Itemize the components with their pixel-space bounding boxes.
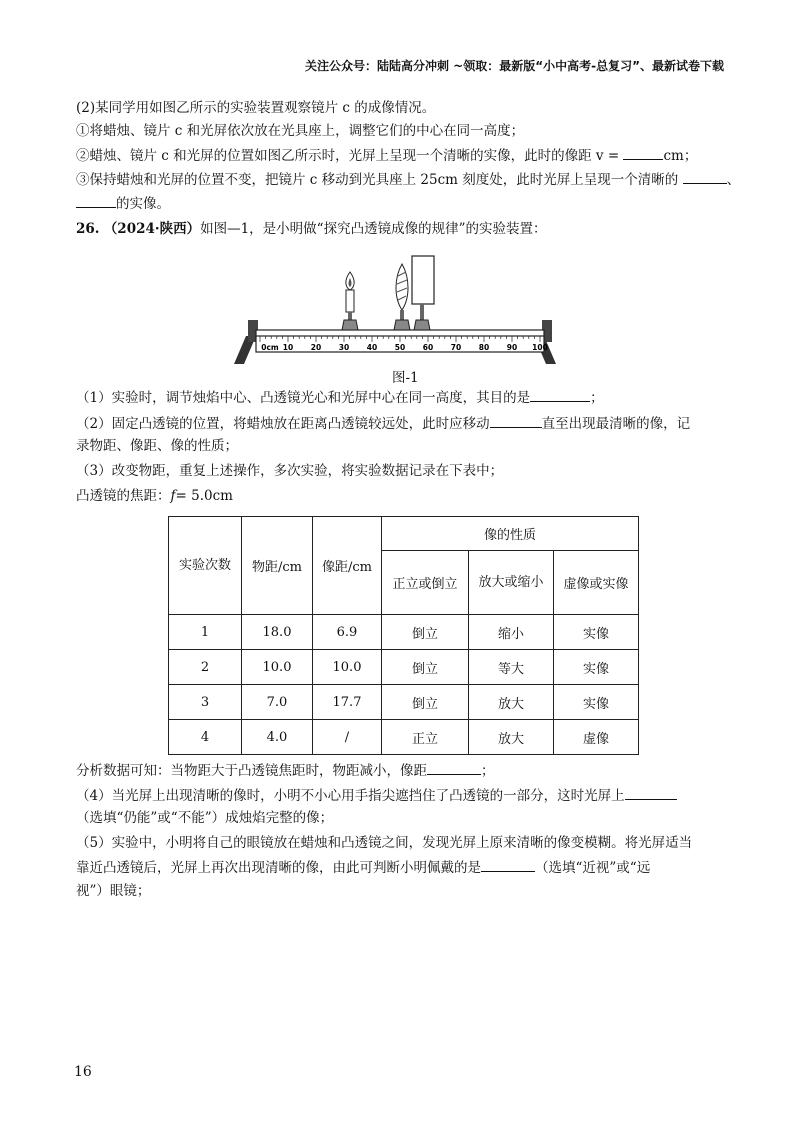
q26-part5-end: 视”）眼镜； — [76, 883, 151, 899]
light-screen — [412, 256, 434, 330]
table-row — [169, 615, 639, 650]
q26-part5-cont — [76, 857, 650, 878]
cell-size: 放大 — [469, 720, 554, 755]
cell-upright: 倒立 — [382, 685, 469, 720]
analysis — [76, 760, 495, 781]
focal-label: 凸透镜的焦距： — [76, 488, 171, 504]
figure-caption: 图-1 — [392, 370, 419, 386]
cell-size: 等大 — [469, 650, 554, 685]
analysis-end: ； — [481, 763, 495, 779]
screen-holder — [414, 320, 430, 330]
p1-end: ； — [590, 390, 604, 406]
convex-lens — [394, 264, 410, 330]
screen-panel — [412, 256, 434, 304]
answer-blank[interactable] — [76, 193, 116, 208]
table-row — [169, 685, 639, 720]
p4-text: （4）当光屏上出现清晰的像时，小明不小心用手指尖遮挡住了凸透镜的一部分，这时光屏上 — [76, 788, 625, 804]
focal-length — [76, 486, 233, 506]
part2-intro: (2)某同学用如图乙所示的实验装置观察镜片 c 的成像情况。 — [76, 100, 436, 116]
cell-size: 缩小 — [469, 615, 554, 650]
table-row — [169, 720, 639, 755]
header-trial: 实验次数 — [169, 517, 242, 615]
answer-blank[interactable] — [625, 785, 677, 800]
header-virtual: 虚像或实像 — [554, 551, 639, 615]
lens-glass — [396, 264, 408, 310]
header-image-nature: 像的性质 — [382, 517, 639, 551]
cell-object: 7.0 — [242, 685, 313, 720]
page-number: 16 — [74, 1064, 92, 1080]
header-size: 放大或缩小 — [469, 551, 554, 615]
step2-text: ②蜡烛、镜片 c 和光屏的位置如图乙所示时，光屏上呈现一个清晰的实像，此时的像距 v = — [76, 148, 620, 164]
cell-virtual: 实像 — [554, 685, 639, 720]
cell-virtual: 实像 — [554, 650, 639, 685]
part2-step3 — [76, 169, 740, 190]
q26-stem — [76, 219, 546, 239]
answer-blank[interactable] — [481, 857, 535, 872]
q26-part3: （3）改变物距，重复上述操作，多次实验，将实验数据记录在下表中； — [76, 463, 504, 479]
q26-part4-cont: （选填“仍能”或“不能”）成烛焰完整的像； — [76, 810, 334, 826]
header-image-distance: 像距/cm — [313, 517, 382, 615]
q26-part2-cont: 录物距、像距、像的性质； — [76, 438, 238, 454]
step3-text: ③保持蜡烛和光屏的位置不变，把镜片 c 移动到光具座上 25cm 刻度处，此时光屏上呈现一个清晰的 — [76, 172, 679, 188]
cell-upright: 倒立 — [382, 615, 469, 650]
q26-number: 26. — [76, 221, 100, 237]
ruler-label: 60 — [422, 343, 434, 352]
answer-blank[interactable] — [683, 169, 727, 184]
q26-source: （2024·陕西） — [103, 221, 201, 237]
cell-object: 10.0 — [242, 650, 313, 685]
step3-sep: 、 — [726, 172, 741, 188]
page-header: 关注公众号：陆陆高分冲刺 ~领取：最新版“小中高考-总复习”、最新试卷下载 — [305, 59, 724, 73]
cell-upright: 正立 — [382, 720, 469, 755]
cell-trial: 3 — [169, 685, 242, 720]
q26-part1 — [76, 387, 604, 408]
cell-object: 18.0 — [242, 615, 313, 650]
focal-value: = 5.0cm — [175, 488, 233, 504]
ruler-label: 20 — [310, 343, 322, 352]
p2-text-b: 直至出现最清晰的像，记 — [541, 416, 691, 432]
ruler-label: 90 — [506, 343, 518, 352]
answer-blank[interactable] — [427, 760, 481, 775]
cell-trial: 1 — [169, 615, 242, 650]
ruler-label: 70 — [450, 343, 462, 352]
p5-text-c: （选填“近视”或“远 — [535, 860, 651, 876]
optical-bench-svg — [230, 250, 560, 366]
candle-body — [346, 290, 354, 312]
q26-part4 — [76, 785, 677, 806]
ruler-label: 30 — [338, 343, 350, 352]
step3-end: 的实像。 — [116, 196, 170, 212]
q26-part2 — [76, 413, 690, 434]
ruler-label: 50 — [394, 343, 406, 352]
q26-stem-text: 如图—1，是小明做“探究凸透镜成像的规律”的实验装置： — [200, 221, 547, 237]
cell-object: 4.0 — [242, 720, 313, 755]
table-row — [169, 650, 639, 685]
candle — [342, 272, 358, 330]
p2-text: （2）固定凸透镜的位置，将蜡烛放在距离凸透镜较远处，此时应移动 — [76, 416, 490, 432]
optical-bench-figure — [230, 250, 560, 370]
cell-image: 6.9 — [313, 615, 382, 650]
analysis-text: 分析数据可知：当物距大于凸透镜焦距时，物距减小，像距 — [76, 763, 427, 779]
ruler-label: 40 — [366, 343, 378, 352]
ruler-label: 80 — [478, 343, 490, 352]
p5-text: 靠近凸透镜后，光屏上再次出现清晰的像，由此可判断小明佩戴的是 — [76, 860, 481, 876]
focal-symbol: f — [170, 488, 176, 504]
part2-step2 — [76, 145, 697, 166]
cell-virtual: 实像 — [554, 615, 639, 650]
part2-step3-cont — [76, 193, 170, 214]
ruler-label: 0cm — [261, 343, 279, 352]
step2-unit: cm； — [663, 148, 698, 164]
cell-image: / — [313, 720, 382, 755]
q26-part5: （5）实验中，小明将自己的眼镜放在蜡烛和凸透镜之间，发现光屏上原来清晰的像变模糊。将光屏适当 — [76, 835, 693, 851]
cell-trial: 4 — [169, 720, 242, 755]
cell-upright: 倒立 — [382, 650, 469, 685]
ruler-label: 100 — [532, 343, 548, 352]
cell-size: 放大 — [469, 685, 554, 720]
answer-blank[interactable] — [530, 387, 590, 402]
candle-holder — [342, 320, 358, 330]
experiment-table — [168, 516, 639, 755]
cell-image: 17.7 — [313, 685, 382, 720]
header-object-distance: 物距/cm — [242, 517, 313, 615]
lens-holder — [394, 320, 410, 330]
answer-blank[interactable] — [623, 145, 663, 160]
cell-virtual: 虚像 — [554, 720, 639, 755]
answer-blank[interactable] — [490, 413, 542, 428]
ruler-label: 10 — [282, 343, 294, 352]
cell-image: 10.0 — [313, 650, 382, 685]
part2-step1: ①将蜡烛、镜片 c 和光屏依次放在光具座上，调整它们的中心在同一高度； — [76, 123, 525, 139]
cell-trial: 2 — [169, 650, 242, 685]
p1-text: （1）实验时，调节烛焰中心、凸透镜光心和光屏中心在同一高度，其目的是 — [76, 390, 531, 406]
header-upright: 正立或倒立 — [382, 551, 469, 615]
